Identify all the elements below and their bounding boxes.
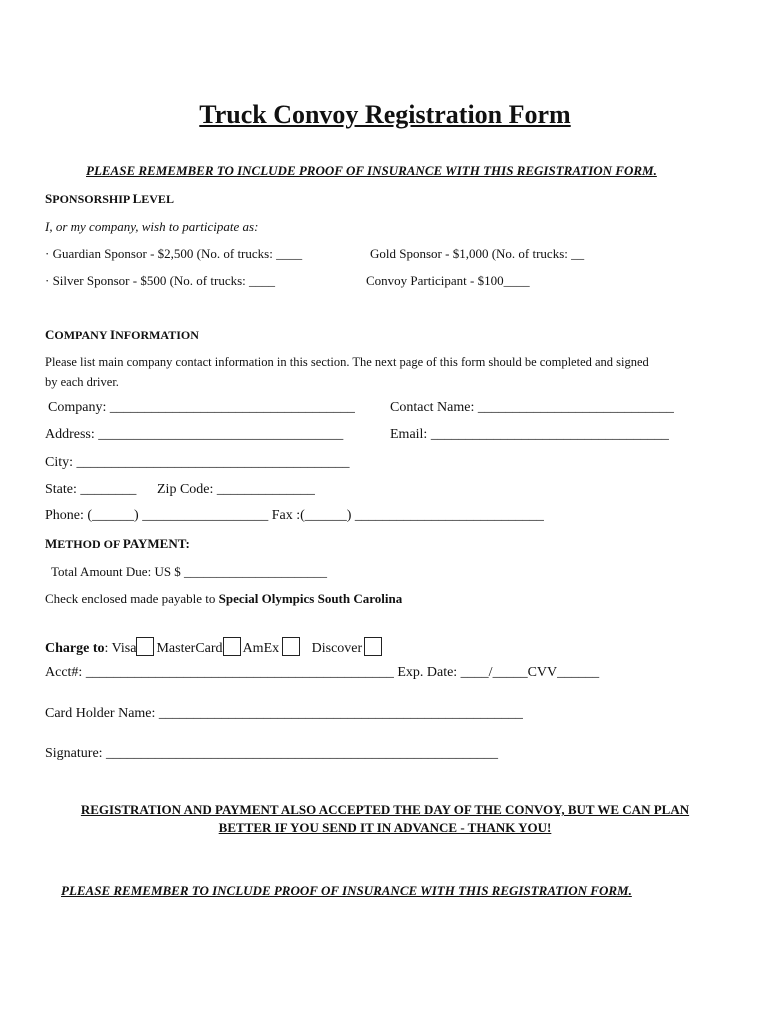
company-instructions-line2: by each driver. [45, 375, 119, 389]
state-field[interactable]: State: ________ [45, 482, 137, 497]
sponsorship-intro: I, or my company, wish to participate as: [45, 219, 259, 234]
phone-fax-field[interactable]: Phone: (______) __________________ Fax :(______) ___________________________ [45, 508, 544, 523]
city-field[interactable]: City: _______________________________________ [45, 455, 350, 470]
signature-field[interactable]: Signature: ________________________________________________________ [45, 746, 499, 761]
gold-sponsor-option[interactable]: Gold Sponsor - $1,000 (No. of trucks: __ [370, 246, 585, 261]
contact-name-field[interactable]: Contact Name: ____________________________ [390, 400, 674, 415]
guardian-sponsor-option[interactable]: · Guardian Sponsor - $2,500 (No. of trucks: ____ [45, 246, 303, 261]
insurance-notice: PLEASE REMEMBER TO INCLUDE PROOF OF INSURANCE WITH THIS REGISTRATION FORM. [86, 163, 657, 178]
company-instructions-line1: Please list main company contact information in this section. The next page of this form should be completed and signed [45, 355, 649, 369]
charge-to-row: Charge to: Visa MasterCard AmEx Discover [45, 637, 384, 657]
total-amount-due-field[interactable]: Total Amount Due: US $ ______________________ [51, 564, 328, 579]
amex-label: AmEx [242, 641, 280, 656]
email-field[interactable]: Email: __________________________________ [390, 427, 669, 442]
amex-checkbox[interactable] [282, 637, 300, 656]
visa-checkbox[interactable] [136, 637, 154, 656]
discover-checkbox[interactable] [364, 637, 382, 656]
sponsorship-heading: SPONSORSHIP LEVEL [45, 191, 174, 206]
discover-label: Discover [311, 641, 363, 656]
zip-code-field[interactable]: Zip Code: ______________ [157, 482, 315, 497]
check-payable-line: Check enclosed made payable to Special Olympics South Carolina [45, 591, 403, 606]
address-field[interactable]: Address: ___________________________________ [45, 427, 344, 442]
mastercard-checkbox[interactable] [223, 637, 241, 656]
company-heading: COMPANY INFORMATION [45, 327, 199, 342]
company-field[interactable]: Company: ___________________________________ [48, 400, 355, 415]
silver-sponsor-option[interactable]: · Silver Sponsor - $500 (No. of trucks: ____ [45, 273, 276, 288]
footer-insurance-notice: PLEASE REMEMBER TO INCLUDE PROOF OF INSURANCE WITH THIS REGISTRATION FORM. [61, 883, 632, 898]
payment-heading: METHOD OF PAYMENT: [45, 536, 190, 551]
mastercard-label: MasterCard [156, 641, 223, 656]
visa-label: Visa [111, 641, 137, 656]
advance-notice: REGISTRATION AND PAYMENT ALSO ACCEPTED THE DAY OF THE CONVOY, BUT WE CAN PLAN BETTER IF YOU SEND IT IN ADVANCE - THANK YOU! [80, 802, 690, 835]
account-number-field[interactable]: Acct#: ____________________________________________ Exp. Date: ____/_____CVV______ [45, 665, 600, 680]
convoy-participant-option[interactable]: Convoy Participant - $100____ [366, 273, 530, 288]
page-title: Truck Convoy Registration Form [199, 100, 571, 129]
card-holder-name-field[interactable]: Card Holder Name: ____________________________________________________ [45, 706, 523, 721]
